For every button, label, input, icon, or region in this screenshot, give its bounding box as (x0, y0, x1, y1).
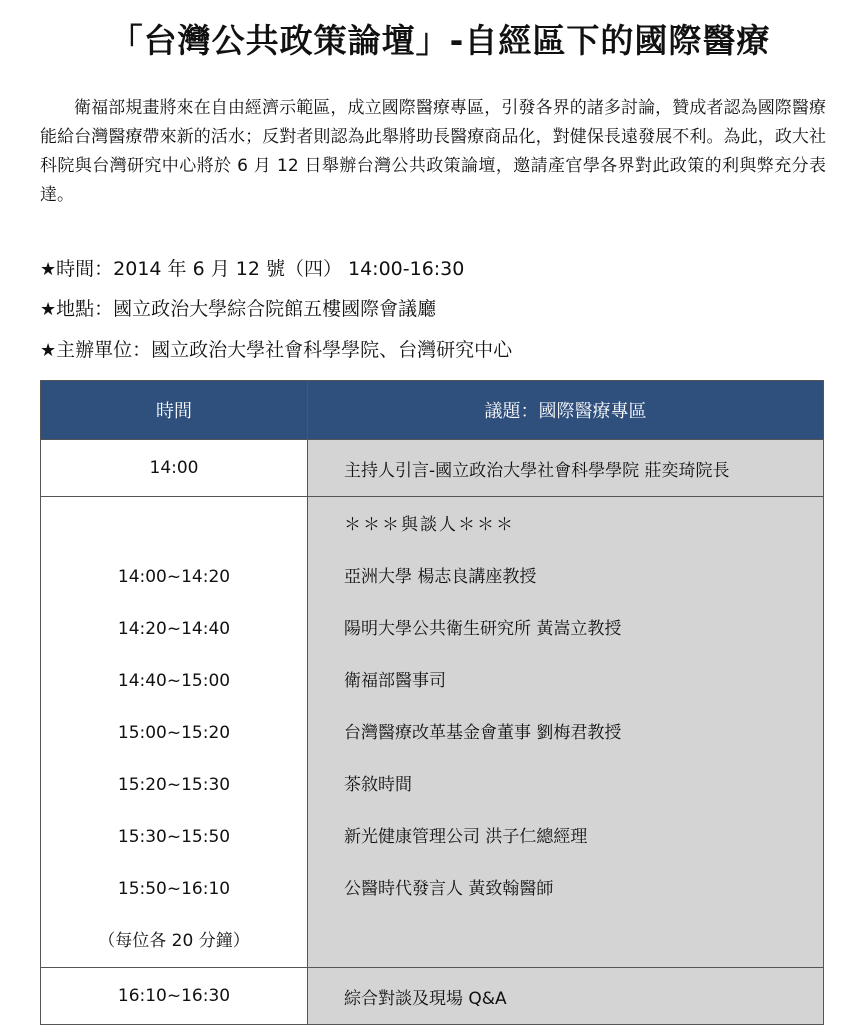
closing-time: 16:10~16:30 (41, 968, 308, 1025)
panel-time: 15:20~15:30 (117, 775, 231, 795)
star-icon: ★ (40, 259, 57, 280)
panel-topic: 亞洲大學 楊志良講座教授 (344, 567, 537, 587)
closing-topic: 綜合對談及現場 Q&A (308, 968, 824, 1025)
panel-time: 14:40~15:00 (117, 671, 231, 691)
intro-paragraph: 衛福部規畫將來在自由經濟示範區，成立國際醫療專區，引發各界的諸多討論，贊成者認為國際醫療能給台灣醫療帶來新的活水；反對者則認為此舉將助長醫療商品化，對健保長遠發展不利。為此，政大社科院與台灣研究中心將於 6 月 12 日舉辦台灣公共政策論壇，邀請產官學各界對此政策的利與弊充分表達。 (40, 98, 826, 205)
table-row-panel (41, 497, 824, 968)
panel-time: 14:20~14:40 (117, 619, 231, 639)
panel-header: ＊＊＊與談人＊＊＊ (344, 515, 515, 535)
header-topic: 議題：國際醫療專區 (308, 381, 824, 440)
panel-time: 15:30~15:50 (117, 827, 231, 847)
info-organizer (40, 337, 830, 364)
page-title: 「台灣公共政策論壇」-自經區下的國際醫療 (109, 21, 771, 60)
star-icon: ★ (40, 299, 57, 320)
info-time-text: 時間：2014 年 6 月 12 號（四） 14:00-16:30 (56, 258, 465, 280)
panel-topics (308, 497, 824, 968)
star-icon: ★ (40, 340, 57, 361)
table-row-opening (41, 440, 824, 497)
panel-time: 15:00~15:20 (117, 723, 231, 743)
table-row-closing (41, 968, 824, 1025)
panel-note: （每位各 20 分鐘） (98, 931, 250, 951)
panel-time: 14:00~14:20 (117, 567, 231, 587)
schedule-table (40, 380, 824, 1025)
panel-topic: 衛福部醫事司 (344, 671, 446, 691)
panel-topic: 陽明大學公共衛生研究所 黃嵩立教授 (344, 619, 622, 639)
panel-topic: 茶敘時間 (344, 775, 412, 795)
panel-times (41, 497, 308, 968)
panel-spacer (41, 499, 307, 551)
table-header-row (41, 381, 824, 440)
panel-topic: 台灣醫療改革基金會董事 劉梅君教授 (344, 723, 622, 743)
info-time (40, 256, 830, 283)
panel-topic: 公醫時代發言人 黃致翰醫師 (344, 879, 554, 899)
info-place-text: 地點：國立政治大學綜合院館五樓國際會議廳 (56, 298, 437, 320)
opening-topic: 主持人引言-國立政治大學社會科學學院 莊奕琦院長 (308, 440, 824, 497)
panel-topic: 新光健康管理公司 洪子仁總經理 (344, 827, 588, 847)
info-place (40, 296, 830, 323)
info-organizer-text: 主辦單位：國立政治大學社會科學學院、台灣研究中心 (56, 339, 513, 361)
opening-time: 14:00 (41, 440, 308, 497)
header-time: 時間 (41, 381, 308, 440)
panel-time: 15:50~16:10 (117, 879, 231, 899)
